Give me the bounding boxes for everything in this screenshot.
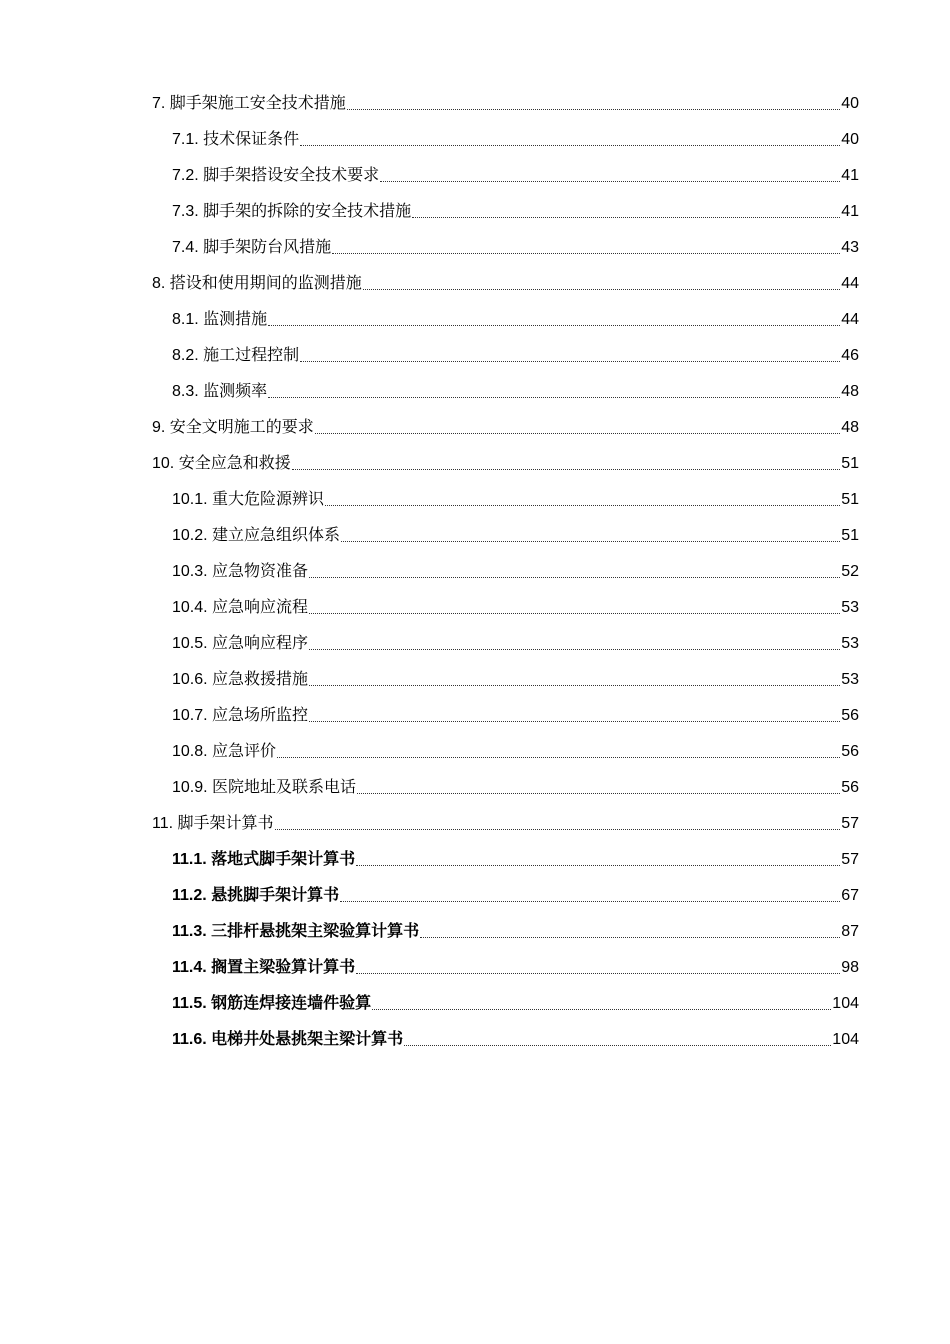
toc-entry-title: 7.4. 脚手架防台风措施: [172, 239, 332, 256]
toc-entry[interactable]: [0, 626, 950, 662]
toc-entry[interactable]: [0, 662, 950, 698]
toc-entry-title: 8.2. 施工过程控制: [172, 347, 300, 364]
dot-leader: [332, 238, 840, 258]
toc-entry-title: 10.9. 医院地址及联系电话: [172, 779, 357, 796]
toc-entry-title: 8.1. 监测措施: [172, 311, 268, 328]
toc-entry-title: 10.3. 应急物资准备: [172, 563, 309, 580]
toc-entry[interactable]: [0, 86, 950, 122]
toc-entry-title: 11.5. 钢筋连焊接连墙件验算: [172, 995, 372, 1012]
dot-leader: [309, 670, 840, 690]
dot-leader: [372, 994, 831, 1014]
dot-leader: [300, 346, 840, 366]
dot-leader: [309, 598, 840, 618]
toc-entry-title: 11.6. 电梯井处悬挑架主梁计算书: [172, 1031, 404, 1048]
toc-entry-title: 10.8. 应急评价: [172, 743, 277, 760]
toc-page-number: 104: [832, 1031, 859, 1048]
toc-page-number: 104: [832, 995, 859, 1012]
toc-page-number: 43: [841, 239, 859, 256]
toc-entry[interactable]: [0, 302, 950, 338]
toc-page-number: 98: [841, 959, 859, 976]
toc-page-number: 40: [841, 95, 859, 112]
toc-page-number: 53: [841, 671, 859, 688]
toc-entry[interactable]: [0, 842, 950, 878]
dot-leader: [309, 562, 840, 582]
toc-entry[interactable]: [0, 590, 950, 626]
toc-entry[interactable]: [0, 914, 950, 950]
dot-leader: [309, 706, 840, 726]
toc-entry-title: 11.1. 落地式脚手架计算书: [172, 851, 356, 868]
dot-leader: [356, 850, 840, 870]
toc-page-number: 48: [841, 419, 859, 436]
toc-entry[interactable]: [0, 446, 950, 482]
toc-entry[interactable]: [0, 122, 950, 158]
toc-page-number: 51: [841, 491, 859, 508]
toc-page-number: 52: [841, 563, 859, 580]
dot-leader: [347, 94, 840, 114]
toc-entry-title: 7. 脚手架施工安全技术措施: [152, 95, 346, 112]
toc-entry-title: 11. 脚手架计算书: [152, 815, 274, 832]
dot-leader: [268, 310, 840, 330]
toc-entry[interactable]: [0, 770, 950, 806]
toc-page-number: 57: [841, 851, 859, 868]
dot-leader: [275, 814, 841, 834]
toc-entry[interactable]: [0, 878, 950, 914]
dot-leader: [380, 166, 840, 186]
toc-page-number: 51: [841, 455, 859, 472]
table-of-contents: [0, 86, 950, 1058]
dot-leader: [325, 490, 840, 510]
dot-leader: [277, 742, 840, 762]
toc-entry-title: 7.1. 技术保证条件: [172, 131, 300, 148]
toc-page-number: 51: [841, 527, 859, 544]
toc-page-number: 57: [841, 815, 859, 832]
toc-page-number: 44: [841, 275, 859, 292]
toc-page-number: 40: [841, 131, 859, 148]
dot-leader: [404, 1030, 831, 1050]
toc-entry[interactable]: [0, 1022, 950, 1058]
toc-entry[interactable]: [0, 374, 950, 410]
toc-page-number: 53: [841, 635, 859, 652]
dot-leader: [268, 382, 840, 402]
toc-entry[interactable]: [0, 806, 950, 842]
toc-entry-title: 7.2. 脚手架搭设安全技术要求: [172, 167, 380, 184]
dot-leader: [340, 886, 840, 906]
toc-page-number: 56: [841, 779, 859, 796]
toc-entry[interactable]: [0, 698, 950, 734]
toc-entry[interactable]: [0, 194, 950, 230]
toc-entry-title: 8.3. 监测频率: [172, 383, 268, 400]
toc-page-number: 44: [841, 311, 859, 328]
toc-entry[interactable]: [0, 518, 950, 554]
dot-leader: [292, 454, 841, 474]
toc-entry-title: 10. 安全应急和救援: [152, 455, 291, 472]
toc-entry[interactable]: [0, 230, 950, 266]
toc-entry[interactable]: [0, 158, 950, 194]
dot-leader: [309, 634, 840, 654]
toc-page-number: 41: [841, 167, 859, 184]
toc-entry-title: 11.2. 悬挑脚手架计算书: [172, 887, 340, 904]
toc-page-number: 53: [841, 599, 859, 616]
toc-page-number: 87: [841, 923, 859, 940]
toc-entry[interactable]: [0, 734, 950, 770]
dot-leader: [315, 418, 840, 438]
toc-entry[interactable]: [0, 266, 950, 302]
toc-entry[interactable]: [0, 554, 950, 590]
dot-leader: [412, 202, 840, 222]
toc-entry-title: 10.1. 重大危险源辨识: [172, 491, 325, 508]
toc-entry[interactable]: [0, 986, 950, 1022]
toc-page-number: 41: [841, 203, 859, 220]
toc-entry[interactable]: [0, 950, 950, 986]
dot-leader: [420, 922, 840, 942]
toc-entry[interactable]: [0, 410, 950, 446]
toc-entry-title: 9. 安全文明施工的要求: [152, 419, 314, 436]
toc-entry[interactable]: [0, 338, 950, 374]
toc-entry-title: 10.4. 应急响应流程: [172, 599, 309, 616]
toc-page-number: 48: [841, 383, 859, 400]
toc-entry-title: 11.4. 搁置主梁验算计算书: [172, 959, 356, 976]
toc-entry-title: 10.5. 应急响应程序: [172, 635, 309, 652]
dot-leader: [356, 958, 840, 978]
toc-entry-title: 10.2. 建立应急组织体系: [172, 527, 341, 544]
toc-page-number: 56: [841, 743, 859, 760]
toc-entry-title: 10.7. 应急场所监控: [172, 707, 309, 724]
toc-entry-title: 7.3. 脚手架的拆除的安全技术措施: [172, 203, 412, 220]
dot-leader: [300, 130, 840, 150]
toc-entry-title: 10.6. 应急救援措施: [172, 671, 309, 688]
dot-leader: [357, 778, 840, 798]
dot-leader: [363, 274, 840, 294]
toc-page-number: 56: [841, 707, 859, 724]
toc-entry-title: 8. 搭设和使用期间的监测措施: [152, 275, 362, 292]
toc-page-number: 67: [841, 887, 859, 904]
toc-page-number: 46: [841, 347, 859, 364]
toc-entry[interactable]: [0, 482, 950, 518]
dot-leader: [341, 526, 840, 546]
toc-entry-title: 11.3. 三排杆悬挑架主梁验算计算书: [172, 923, 420, 940]
